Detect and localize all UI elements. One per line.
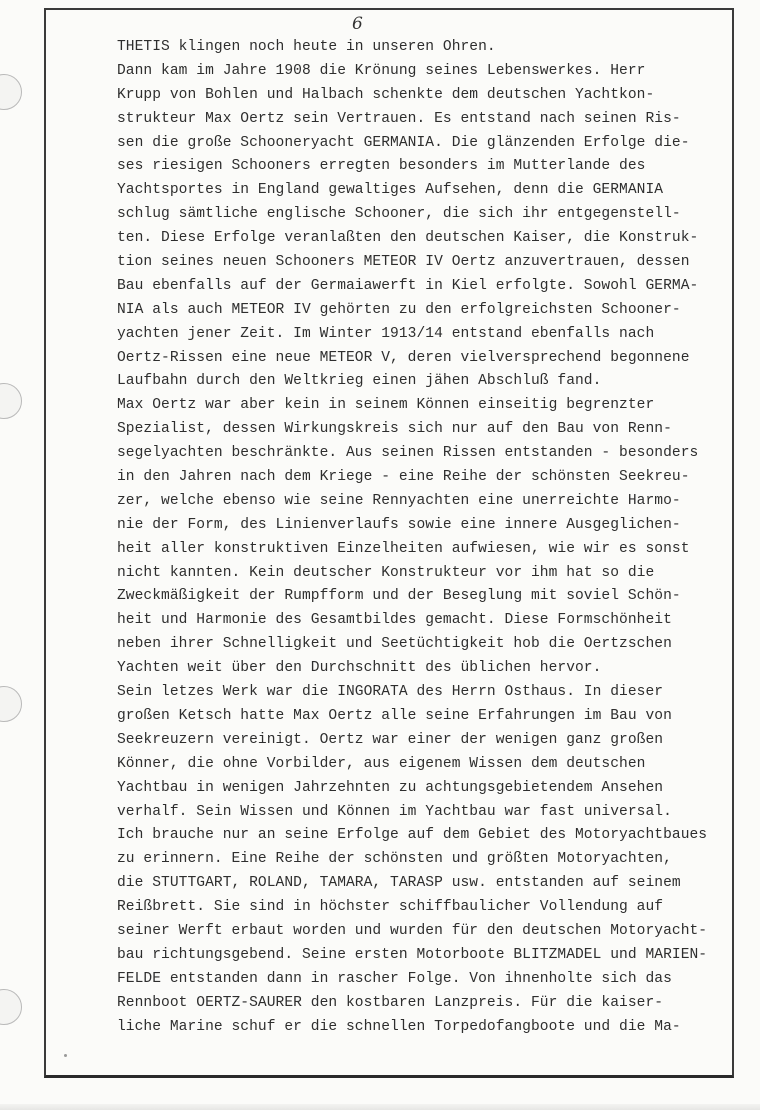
punch-hole-lower-middle — [0, 686, 22, 722]
text-line: sen die große Schooneryacht GERMANIA. Die glänzenden Erfolge die- — [117, 134, 690, 151]
text-line: bau richtungsgebend. Seine ersten Motorboote BLITZMADEL und MARIEN- — [117, 946, 708, 963]
text-line: Rennboot OERTZ-SAURER den kostbaren Lanzpreis. Für die kaiser- — [117, 994, 664, 1011]
text-line: Max Oertz war aber kein in seinem Können einseitig begrenzter — [117, 397, 655, 414]
text-line: nicht kannten. Kein deutscher Konstrukteur vor ihm hat so die — [117, 564, 655, 581]
text-line: THETIS klingen noch heute in unseren Ohren. — [117, 39, 496, 55]
text-line: FELDE entstanden dann in rascher Folge. Von ihnenholte sich das — [117, 970, 672, 987]
text-line: Zweckmäßigkeit der Rumpfform und der Beseglung mit soviel Schön- — [117, 588, 681, 605]
text-line: Spezialist, dessen Wirkungskreis sich nur auf den Bau von Renn- — [117, 421, 672, 438]
page-number: 6 — [352, 14, 363, 34]
text-line: verhalf. Sein Wissen und Können im Yachtbau war fast universal. — [117, 803, 672, 820]
text-line: Könner, die ohne Vorbilder, aus eigenem Wissen dem deutschen — [117, 755, 646, 772]
text-line: neben ihrer Schnelligkeit und Seetüchtigkeit hob die Oertzschen — [117, 636, 672, 653]
paper-speck — [64, 1054, 67, 1057]
text-line: ses riesigen Schooners erregten besonders im Mutterlande des — [117, 158, 646, 175]
scan-bottom-edge — [0, 1104, 760, 1110]
text-line: schlug sämtliche englische Schooner, die sich ihr entgegenstell- — [117, 206, 681, 223]
punch-hole-upper-middle — [0, 383, 22, 419]
text-line: NIA als auch METEOR IV gehörten zu den erfolgreichsten Schooner- — [117, 301, 681, 318]
text-line: nie der Form, des Linienverlaufs sowie eine innere Ausgeglichen- — [117, 516, 681, 533]
text-line: Krupp von Bohlen und Halbach schenkte dem deutschen Yachtkon- — [117, 86, 655, 103]
text-line: Seekreuzern vereinigt. Oertz war einer der wenigen ganz großen — [117, 731, 664, 748]
punch-hole-bottom — [0, 989, 22, 1025]
text-line: großen Ketsch hatte Max Oertz alle seine Erfahrungen im Bau von — [117, 707, 672, 724]
text-line: Bau ebenfalls auf der Germaiawerft in Kiel erfolgte. Sowohl GERMA- — [117, 277, 699, 294]
text-line: tion seines neuen Schooners METEOR IV Oertz anzuvertrauen, dessen — [117, 254, 690, 271]
text-line: heit und Harmonie des Gesamtbildes gemacht. Diese Formschönheit — [117, 612, 672, 629]
text-line: Yachtsportes in England gewaltiges Aufsehen, denn die GERMANIA — [117, 182, 664, 199]
text-line: zer, welche ebenso wie seine Rennyachten eine unerreichte Harmo- — [117, 492, 681, 509]
text-line: Yachtbau in wenigen Jahrzehnten zu achtungsgebietendem Ansehen — [117, 779, 664, 796]
text-line: Sein letzes Werk war die INGORATA des Herrn Osthaus. In dieser — [117, 684, 664, 701]
text-line: Ich brauche nur an seine Erfolge auf dem Gebiet des Motoryachtbaues — [117, 827, 708, 844]
text-line: liche Marine schuf er die schnellen Torpedofangboote und die Ma- — [117, 1018, 681, 1035]
text-line: zu erinnern. Eine Reihe der schönsten und größten Motoryachten, — [117, 851, 672, 868]
text-line: seiner Werft erbaut worden und wurden für den deutschen Motoryacht- — [117, 922, 708, 939]
text-line: Laufbahn durch den Weltkrieg einen jähen Abschluß fand. — [117, 373, 602, 390]
text-line: Reißbrett. Sie sind in höchster schiffbaulicher Vollendung auf — [117, 899, 664, 916]
text-line: heit aller konstruktiven Einzelheiten aufwiesen, wie wir es sonst — [117, 540, 690, 557]
text-line: Oertz-Rissen eine neue METEOR V, deren vielversprechend begonnene — [117, 349, 690, 366]
text-line: Dann kam im Jahre 1908 die Krönung seines Lebenswerkes. Herr — [117, 62, 646, 79]
text-line: die STUTTGART, ROLAND, TAMARA, TARASP usw. entstanden auf seinem — [117, 875, 681, 892]
text-line: in den Jahren nach dem Kriege - eine Reihe der schönsten Seekreu- — [117, 469, 690, 486]
text-line: yachten jener Zeit. Im Winter 1913/14 entstand ebenfalls nach — [117, 325, 655, 342]
typed-text-body — [117, 36, 727, 1039]
punch-hole-top — [0, 74, 22, 110]
text-line: strukteur Max Oertz sein Vertrauen. Es entstand nach seinen Ris- — [117, 110, 681, 127]
text-line: ten. Diese Erfolge veranlaßten den deutschen Kaiser, die Konstruk- — [117, 230, 699, 247]
text-line: Yachten weit über den Durchschnitt des üblichen hervor. — [117, 660, 602, 677]
text-line: segelyachten beschränkte. Aus seinen Rissen entstanden - besonders — [117, 445, 699, 462]
